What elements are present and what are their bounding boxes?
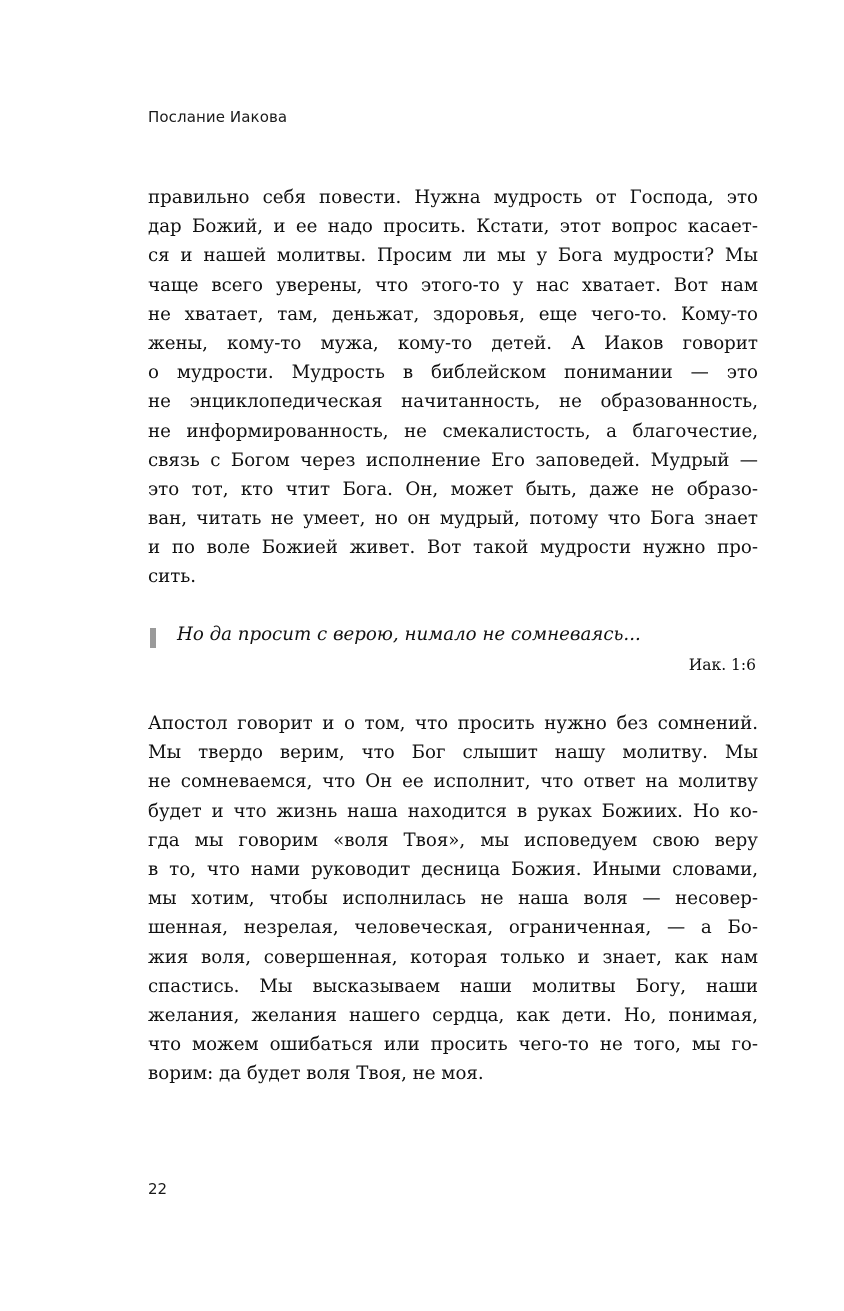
text-line: не энциклопедическая начитанность, не образованность, [148,391,758,413]
text-line: желания, желания нашего сердца, как дети. Но, понимая, [148,1004,758,1026]
text-line: ван, читать не умеет, но он мудрый, потому что Бога знает [148,508,758,530]
text-line: шенная, незрелая, человеческая, ограниченная, — а Бо- [148,917,758,939]
text-line: сить. [148,566,197,588]
text-line: связь с Богом через исполнение Его заповедей. Мудрый — [148,449,758,471]
text-line: ворим: да будет воля Твоя, не моя. [148,1063,484,1085]
text-line: о мудрости. Мудрость в библейском понимании — это [148,362,758,384]
running-head: Послание Иакова [148,108,288,126]
text-line: жия воля, совершенная, которая только и знает, как нам [148,946,758,968]
text-line: не хватает, там, деньжат, здоровья, еще чего-то. Кому-то [148,303,758,325]
quote-reference: Иак. 1:6 [688,656,756,674]
epigraph-quote: Но да просит с верою, нимало не сомневаясь... [177,624,641,645]
text-line: правильно себя повести. Нужна мудрость от Господа, это [148,187,758,208]
text-line: спастись. Мы высказываем наши молитвы Богу, наши [148,975,758,997]
text-line: дар Божий, и ее надо просить. Кстати, этот вопрос касает- [148,216,758,238]
text-line: Апостол говорит и о том, что просить нужно без сомнений. [148,713,758,734]
text-line: это тот, кто чтит Бога. Он, может быть, даже не образо- [148,478,758,500]
body-paragraph-2 [148,709,758,1088]
text-line: Мы твердо верим, что Бог слышит нашу молитву. Мы [148,742,758,764]
text-line: гда мы говорим «воля Твоя», мы исповедуем свою веру [148,829,758,851]
text-line: в то, что нами руководит десница Божия. Иными словами, [148,858,758,880]
text-line: чаще всего уверены, что этого-то у нас хватает. Вот нам [148,274,758,296]
body-paragraph-1 [148,183,758,592]
text-line: и по воле Божией живет. Вот такой мудрости нужно про- [148,537,758,559]
text-line: что можем ошибаться или просить чего-то не того, мы го- [148,1034,758,1056]
page-number: 22 [148,1180,168,1198]
text-line: будет и что жизнь наша находится в руках Божиих. Но ко- [148,800,758,822]
text-line: жены, кому-то мужа, кому-то детей. А Иаков говорит [148,332,758,354]
text-line: не информированность, не смекалистость, а благочестие, [148,420,758,442]
text-line: ся и нашей молитвы. Просим ли мы у Бога мудрости? Мы [148,245,758,267]
text-line: не сомневаемся, что Он ее исполнит, что ответ на молитву [148,771,758,793]
quote-marker [150,628,156,648]
text-line: мы хотим, чтобы исполнилась не наша воля — несовер- [148,888,758,910]
